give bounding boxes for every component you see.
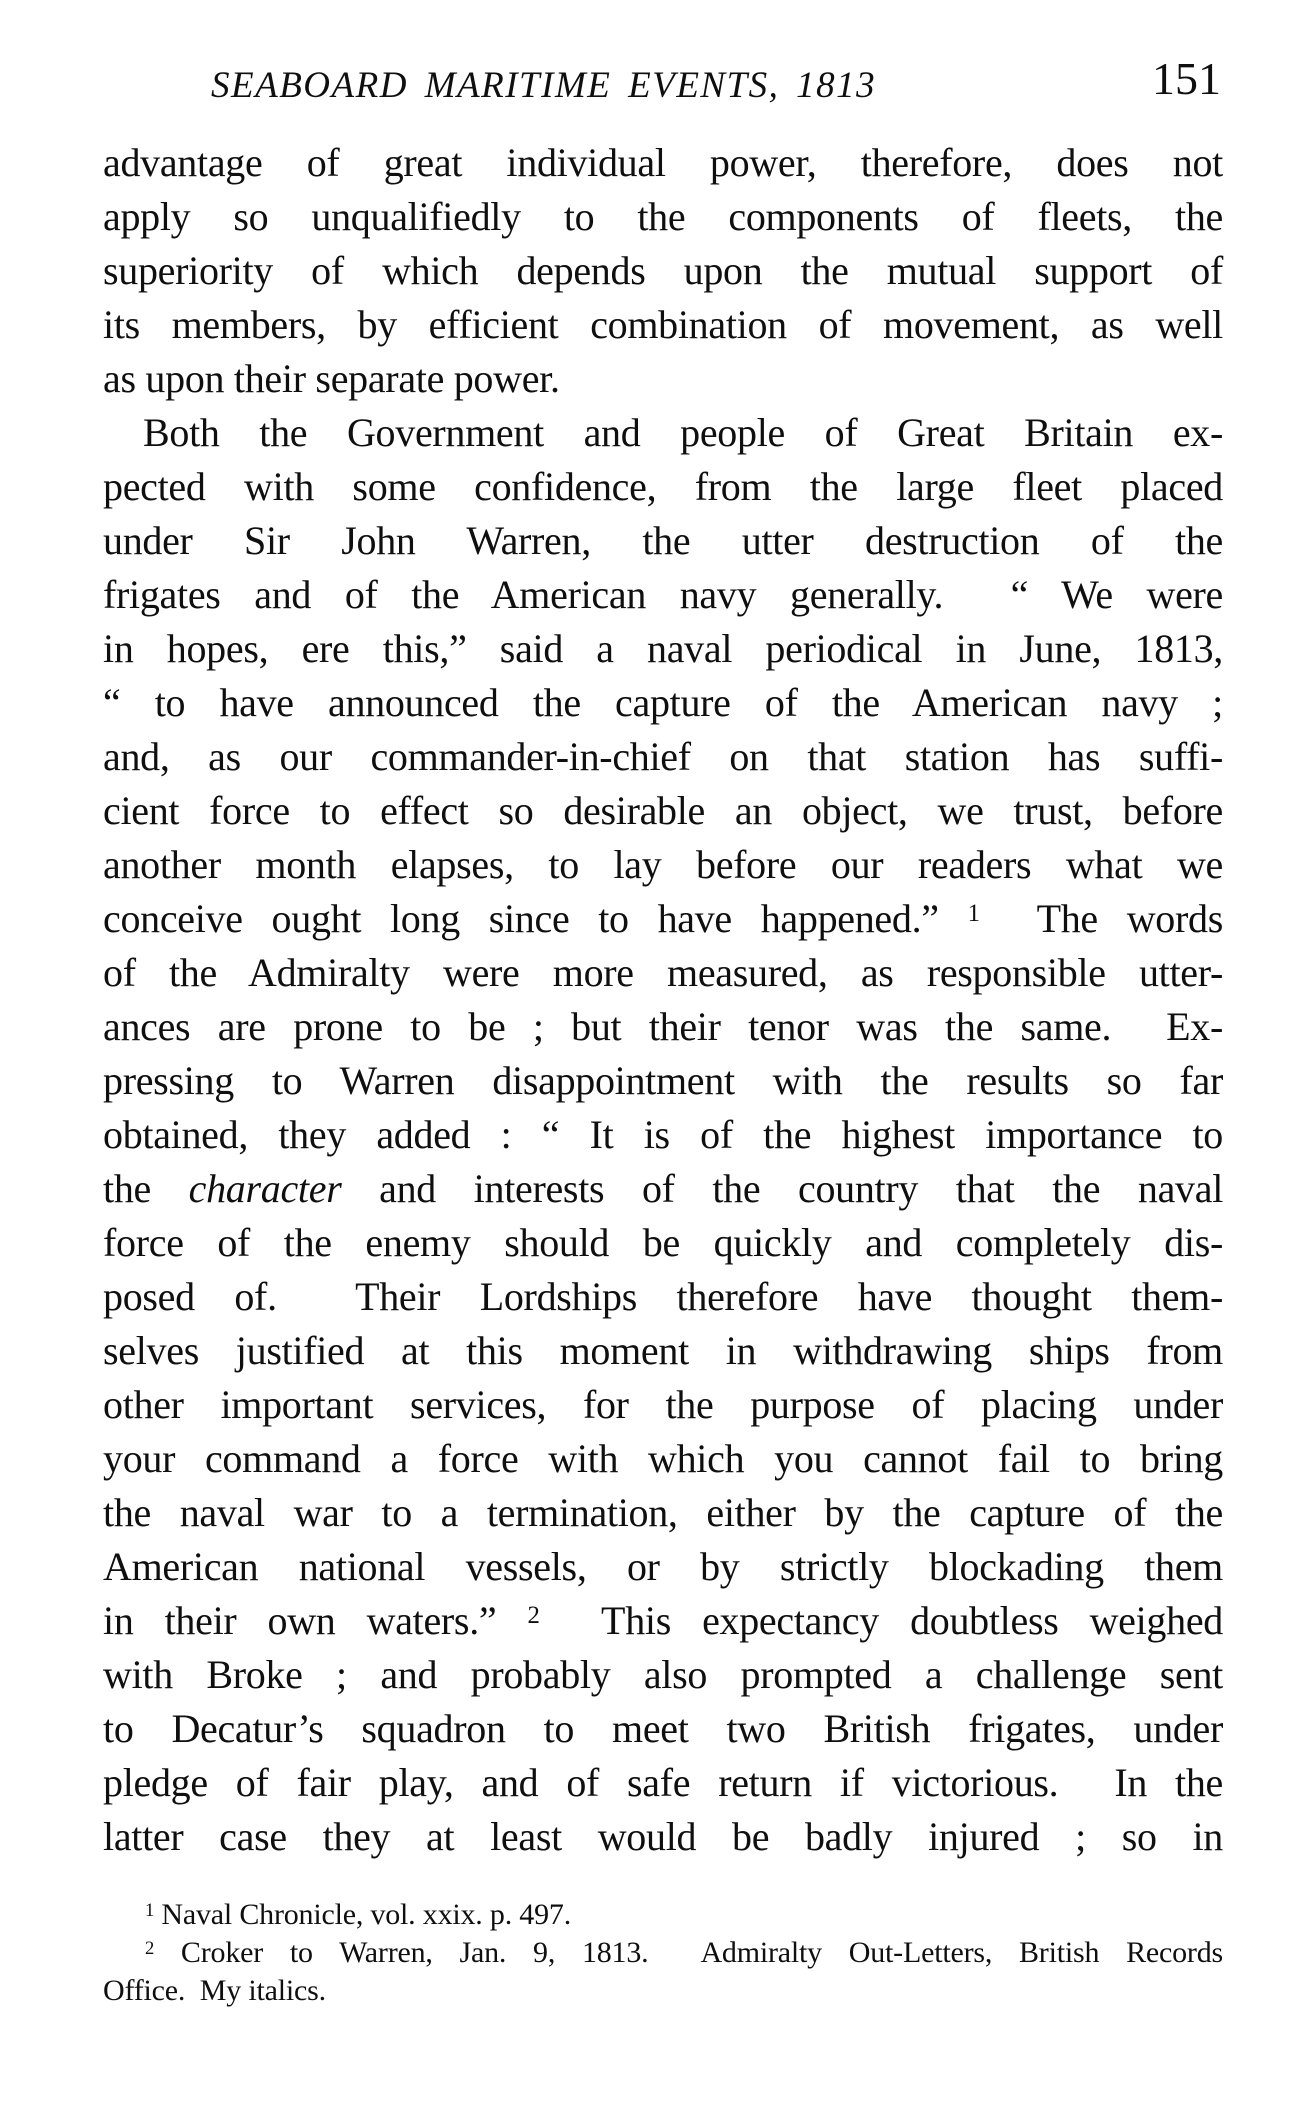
body-text-line (103, 784, 1223, 838)
text-run: selves justified at this moment in withdrawing ships from (103, 1328, 1223, 1373)
body-text-line (103, 1594, 1223, 1648)
body-text-line (103, 406, 1223, 460)
page-header (103, 53, 1223, 112)
body-text-line (103, 1000, 1223, 1054)
text-run: under Sir John Warren, the utter destruction of the (103, 518, 1223, 563)
body-text-line (103, 946, 1223, 1000)
body-text-line (103, 730, 1223, 784)
body-text-line (103, 1432, 1223, 1486)
body-text-line (103, 1810, 1223, 1864)
body-text-line (103, 1270, 1223, 1324)
text-run: with Broke ; and probably also prompted a challenge sent (103, 1652, 1223, 1697)
body-text-line (103, 676, 1223, 730)
text-run: to Decatur’s squadron to meet two British frigates, under (103, 1706, 1223, 1751)
body-text-line (103, 1378, 1223, 1432)
text-run: The words (979, 896, 1223, 941)
page-number: 151 (1152, 53, 1221, 104)
text-run: obtained, they added : “ It is of the highest importance to (103, 1112, 1223, 1157)
text-run: as upon their separate power. (103, 356, 560, 401)
body-text-line (103, 622, 1223, 676)
body-text-line (103, 352, 1223, 406)
text-run: cient force to effect so desirable an object, we trust, before (103, 788, 1223, 833)
text-run: its members, by efficient combination of movement, as well (103, 302, 1223, 347)
text-run: frigates and of the American navy generally. “ We were (103, 572, 1223, 617)
text-run: American national vessels, or by strictly blockading them (103, 1544, 1223, 1589)
text-run: Office. My italics. (103, 1974, 326, 2007)
body-text-line (103, 1162, 1223, 1216)
body-text-line (103, 892, 1223, 946)
text-run: pressing to Warren disappointment with the results so far (103, 1058, 1223, 1103)
body-text-line (103, 1756, 1223, 1810)
body-text-line (103, 1108, 1223, 1162)
body-text-line (103, 1054, 1223, 1108)
text-run: “ to have announced the capture of the American navy ; (103, 680, 1223, 725)
footnote-marker: 1 (145, 1899, 155, 1921)
text-run: posed of. Their Lordships therefore have thought them- (103, 1274, 1223, 1319)
footnote-line (103, 1972, 1223, 2010)
italic-text: character (188, 1166, 342, 1211)
body-text-line (103, 1540, 1223, 1594)
text-run: the (103, 1166, 189, 1211)
text-run: This expectancy doubtless weighed (539, 1598, 1223, 1643)
text-run: latter case they at least would be badly injured ; so in (103, 1814, 1223, 1859)
body-text-line (103, 244, 1223, 298)
footnotes (103, 1896, 1223, 2010)
text-run: and, as our commander-in-chief on that station has suffi- (103, 734, 1223, 779)
footnote-marker: 2 (527, 1601, 540, 1629)
body-text-line (103, 1486, 1223, 1540)
body-text-line (103, 136, 1223, 190)
footnote-marker: 2 (145, 1937, 155, 1959)
text-run: other important services, for the purpose of placing under (103, 1382, 1223, 1427)
text-run: Both the Government and people of Great Britain ex- (143, 410, 1223, 455)
text-run: Naval Chronicle, vol. xxix. p. 497. (154, 1898, 572, 1931)
text-run: superiority of which depends upon the mutual support of (103, 248, 1223, 293)
body-text-line (103, 1648, 1223, 1702)
body-text (103, 136, 1223, 1864)
text-run: and interests of the country that the naval (341, 1166, 1224, 1211)
body-text-line (103, 514, 1223, 568)
body-text-line (103, 1216, 1223, 1270)
text-run: ances are prone to be ; but their tenor was the same. Ex- (103, 1004, 1223, 1049)
body-text-line (103, 838, 1223, 892)
text-run: pledge of fair play, and of safe return if victorious. In the (103, 1760, 1223, 1805)
text-run: conceive ought long since to have happened.” (103, 896, 968, 941)
footnote-line (103, 1896, 1223, 1934)
text-run: of the Admiralty were more measured, as responsible utter- (103, 950, 1223, 995)
text-run: apply so unqualifiedly to the components of fleets, the (103, 194, 1223, 239)
body-text-line (103, 1702, 1223, 1756)
body-text-line (103, 190, 1223, 244)
body-text-line (103, 298, 1223, 352)
footnote-line (103, 1934, 1223, 1972)
text-run: in their own waters.” (103, 1598, 528, 1643)
text-run: your command a force with which you cannot fail to bring (103, 1436, 1223, 1481)
body-text-line (103, 1324, 1223, 1378)
text-run: Croker to Warren, Jan. 9, 1813. Admiralty Out-Letters, British Records (154, 1936, 1223, 1969)
running-title: SEABOARD MARITIME EVENTS, 1813 (211, 65, 877, 106)
text-run: pected with some confidence, from the large fleet placed (103, 464, 1223, 509)
text-run: another month elapses, to lay before our readers what we (103, 842, 1223, 887)
footnote-marker: 1 (967, 899, 980, 927)
text-run: advantage of great individual power, therefore, does not (103, 140, 1223, 185)
text-run: the naval war to a termination, either by the capture of the (103, 1490, 1223, 1535)
text-run: in hopes, ere this,” said a naval periodical in June, 1813, (103, 626, 1223, 671)
text-run: force of the enemy should be quickly and completely dis- (103, 1220, 1223, 1265)
body-text-line (103, 568, 1223, 622)
body-text-line (103, 460, 1223, 514)
